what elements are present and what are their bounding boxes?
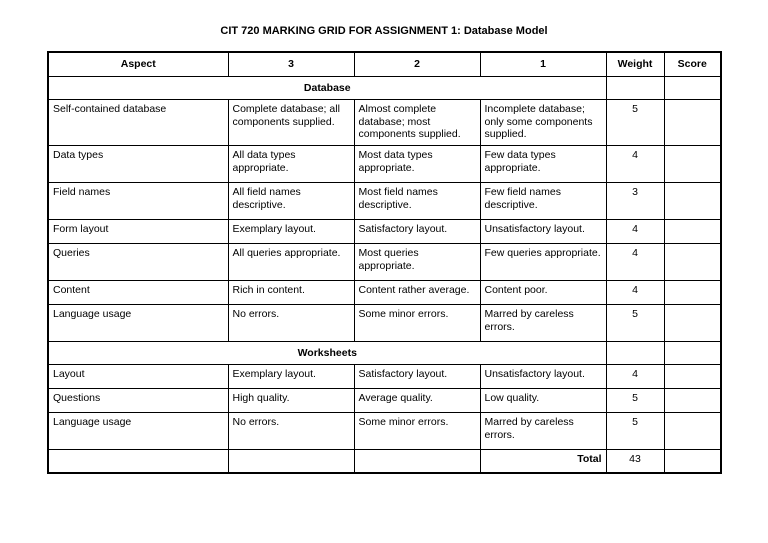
header-row (48, 52, 721, 77)
table-row (48, 220, 721, 244)
level-1-cell: Incomplete database; only some components supplied. (480, 100, 606, 146)
aspect-cell: Field names (48, 183, 228, 220)
level-1-cell: Unsatisfactory layout. (480, 365, 606, 389)
weight-cell: 5 (606, 389, 664, 413)
section-weight-cell (606, 77, 664, 100)
section-heading: Worksheets (48, 342, 606, 365)
score-cell (664, 220, 721, 244)
aspect-cell: Layout (48, 365, 228, 389)
level-3-cell: Complete database; all components supplied. (228, 100, 354, 146)
weight-cell: 5 (606, 413, 664, 450)
weight-cell: 4 (606, 365, 664, 389)
header-level-1: 1 (480, 52, 606, 77)
level-2-cell: Satisfactory layout. (354, 365, 480, 389)
total-empty-cell (354, 450, 480, 473)
aspect-cell: Language usage (48, 413, 228, 450)
level-2-cell: Almost complete database; most components supplied. (354, 100, 480, 146)
header-weight: Weight (606, 52, 664, 77)
header-level-3: 3 (228, 52, 354, 77)
aspect-cell: Questions (48, 389, 228, 413)
table-row (48, 389, 721, 413)
level-3-cell: Rich in content. (228, 281, 354, 305)
total-label: Total (480, 450, 606, 473)
weight-cell: 4 (606, 281, 664, 305)
score-cell (664, 100, 721, 146)
document-title: CIT 720 MARKING GRID FOR ASSIGNMENT 1: Database Model (220, 25, 548, 37)
aspect-cell: Self-contained database (48, 100, 228, 146)
weight-cell: 4 (606, 220, 664, 244)
table-row (48, 100, 721, 146)
score-cell (664, 244, 721, 281)
level-2-cell: Most data types appropriate. (354, 146, 480, 183)
level-3-cell: All field names descriptive. (228, 183, 354, 220)
total-score (664, 450, 721, 473)
level-2-cell: Some minor errors. (354, 305, 480, 342)
aspect-cell: Language usage (48, 305, 228, 342)
level-2-cell: Content rather average. (354, 281, 480, 305)
score-cell (664, 413, 721, 450)
aspect-cell: Content (48, 281, 228, 305)
aspect-cell: Queries (48, 244, 228, 281)
section-score-cell (664, 77, 721, 100)
level-1-cell: Few data types appropriate. (480, 146, 606, 183)
level-1-cell: Marred by careless errors. (480, 305, 606, 342)
level-1-cell: Low quality. (480, 389, 606, 413)
score-cell (664, 183, 721, 220)
marking-grid-table (47, 51, 722, 474)
level-2-cell: Most field names descriptive. (354, 183, 480, 220)
total-row (48, 450, 721, 473)
level-1-cell: Few queries appropriate. (480, 244, 606, 281)
total-empty-cell (48, 450, 228, 473)
level-3-cell: All queries appropriate. (228, 244, 354, 281)
table-row (48, 413, 721, 450)
table-row (48, 281, 721, 305)
total-weight: 43 (606, 450, 664, 473)
level-1-cell: Few field names descriptive. (480, 183, 606, 220)
level-1-cell: Content poor. (480, 281, 606, 305)
weight-cell: 4 (606, 146, 664, 183)
score-cell (664, 305, 721, 342)
score-cell (664, 281, 721, 305)
weight-cell: 3 (606, 183, 664, 220)
level-2-cell: Most queries appropriate. (354, 244, 480, 281)
table-row (48, 183, 721, 220)
header-aspect: Aspect (48, 52, 228, 77)
table-row (48, 365, 721, 389)
section-row-worksheets (48, 342, 721, 365)
aspect-cell: Data types (48, 146, 228, 183)
level-2-cell: Some minor errors. (354, 413, 480, 450)
level-3-cell: All data types appropriate. (228, 146, 354, 183)
header-level-2: 2 (354, 52, 480, 77)
score-cell (664, 389, 721, 413)
section-heading: Database (48, 77, 606, 100)
section-row-database (48, 77, 721, 100)
total-empty-cell (228, 450, 354, 473)
score-cell (664, 146, 721, 183)
score-cell (664, 365, 721, 389)
weight-cell: 5 (606, 305, 664, 342)
level-3-cell: No errors. (228, 305, 354, 342)
table-row (48, 146, 721, 183)
weight-cell: 4 (606, 244, 664, 281)
level-1-cell: Unsatisfactory layout. (480, 220, 606, 244)
section-weight-cell (606, 342, 664, 365)
level-3-cell: Exemplary layout. (228, 365, 354, 389)
header-score: Score (664, 52, 721, 77)
level-3-cell: No errors. (228, 413, 354, 450)
level-3-cell: Exemplary layout. (228, 220, 354, 244)
table-row (48, 244, 721, 281)
grid-body (48, 77, 721, 473)
level-2-cell: Average quality. (354, 389, 480, 413)
level-1-cell: Marred by careless errors. (480, 413, 606, 450)
level-3-cell: High quality. (228, 389, 354, 413)
level-2-cell: Satisfactory layout. (354, 220, 480, 244)
section-score-cell (664, 342, 721, 365)
aspect-cell: Form layout (48, 220, 228, 244)
table-row (48, 305, 721, 342)
weight-cell: 5 (606, 100, 664, 146)
